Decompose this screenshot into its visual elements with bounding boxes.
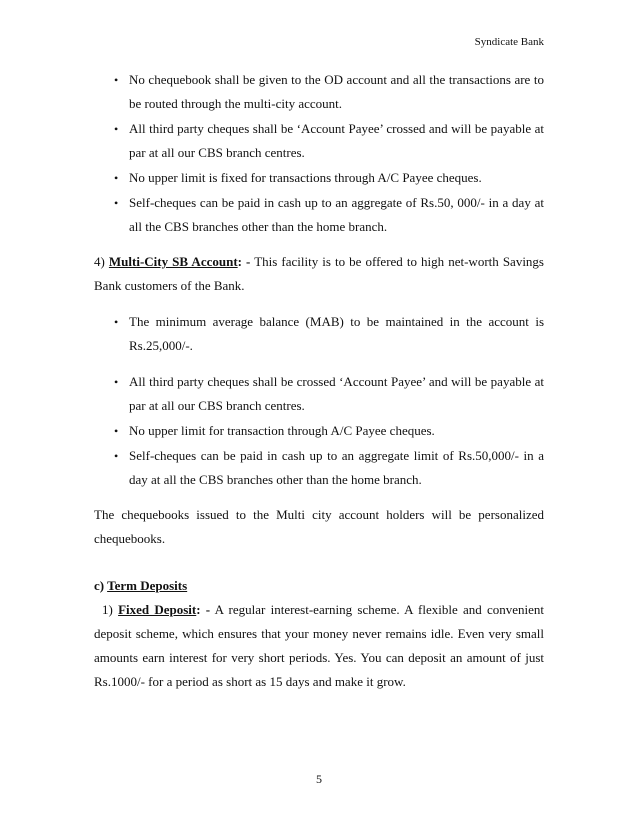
bullet-icon: • [114,315,119,329]
list-item: • Self-cheques can be paid in cash up to an aggregate of Rs.50, 000/- in a day at all the CBS branches other than the home branch. [94,191,544,239]
section-title: Multi-City SB Account [108,254,238,269]
fixed-deposit-title: Fixed Deposit [118,602,197,617]
bullet-list-od [94,68,544,239]
page-body [94,68,544,694]
list-item: • The minimum average balance (MAB) to be maintained in the account is Rs.25,000/-. [94,310,544,358]
section-term-deposits-heading: c) Term Deposits [94,578,188,593]
page-number: 5 [316,772,322,786]
fixed-deposit-paragraph: 1) Fixed Deposit: - A regular interest-earning scheme. A flexible and convenient deposit scheme, which ensures that your money never remains idle. Even very small amounts earn interest for very short periods. Yes. You can deposit an amount of just Rs.1000/- for a period as short as 15 days and make it grow. [94,602,544,689]
list-item: • Self-cheques can be paid in cash up to an aggregate limit of Rs.50,000/- in a day at all the CBS branches other than the home branch. [94,444,544,492]
bullet-icon: • [114,375,119,389]
bullet-icon: • [114,73,119,87]
bullet-icon: • [114,171,119,185]
list-item: • All third party cheques shall be ‘Account Payee’ crossed and will be payable at par at all our CBS branch centres. [94,117,544,165]
page-header: Syndicate Bank [474,36,544,48]
bullet-icon: • [114,424,119,438]
list-item: • All third party cheques shall be crossed ‘Account Payee’ and will be payable at par at all our CBS branch centres. [94,370,544,418]
bullet-list-sb [94,310,544,492]
list-item: • No upper limit for transaction through A/C Payee cheques. [94,419,544,443]
bullet-icon: • [114,122,119,136]
bullet-icon: • [114,196,119,210]
list-item: • No upper limit is fixed for transactions through A/C Payee cheques. [94,166,544,190]
section-multi-city-sb: 4) Multi-City SB Account: - This facility is to be offered to high net-worth Savings Bank customers of the Bank. [94,254,544,293]
list-item: • No chequebook shall be given to the OD account and all the transactions are to be routed through the multi-city account. [94,68,544,116]
chequebooks-paragraph: The chequebooks issued to the Multi city account holders will be personalized chequebooks. [94,507,544,546]
bullet-icon: • [114,449,119,463]
